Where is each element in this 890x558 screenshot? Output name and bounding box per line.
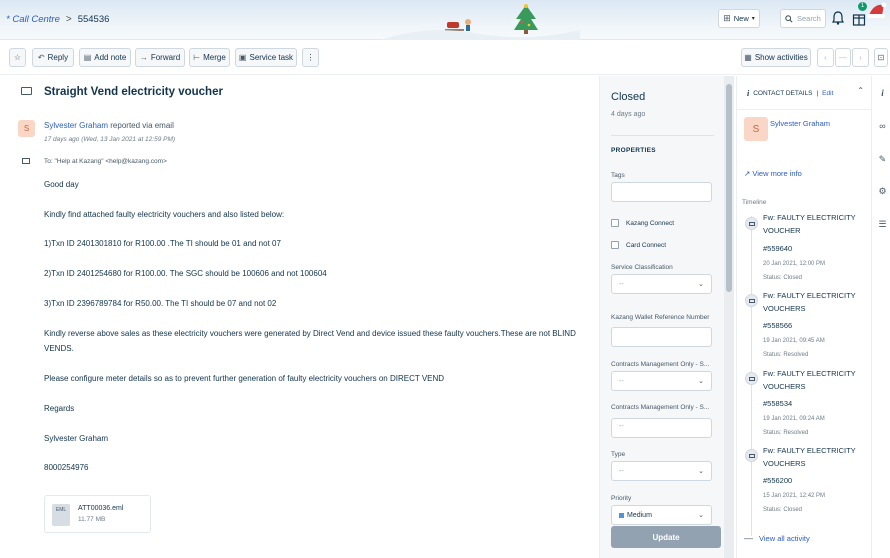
tags-input[interactable] (611, 182, 712, 202)
body-paragraph: 2)Txn ID 2401254680 for R100.00. The SGC should be 100606 and not 100604 (44, 269, 327, 278)
to-recipients: To: "Help at Kazang" <help@kazang.com> (44, 158, 167, 165)
external-link-icon: ↗ (744, 169, 751, 178)
service-classification-value: -- (619, 280, 624, 288)
timeline-ticket-title[interactable]: Fw: FAULTY ELECTRICITY VOUCHERS (763, 446, 856, 468)
search-icon (785, 15, 793, 23)
reply-button[interactable] (32, 48, 74, 67)
task-icon: ▣ (238, 53, 247, 62)
timeline-ticket-title[interactable]: Fw: FAULTY ELECTRICITY VOUCHERS (763, 291, 856, 313)
breadcrumb-ticket-id: 554536 (77, 14, 110, 25)
priority-value: Medium (627, 511, 652, 519)
service-classification-label: Service Classification (611, 264, 673, 271)
wallet-reference-input[interactable] (611, 327, 712, 347)
attachment-size: 11.77 MB (78, 516, 106, 523)
type-value: -- (619, 467, 624, 475)
contracts-management-1-label: Contracts Management Only - S... (611, 361, 710, 368)
add-note-label: Add note (94, 53, 127, 62)
attachment-name: ATT00036.eml (78, 505, 124, 512)
forward-icon: → (139, 53, 148, 62)
properties-panel (599, 76, 724, 558)
timeline-ticket-status: Status: Closed (763, 507, 803, 513)
view-all-activity-link[interactable] (744, 533, 810, 543)
kazang-connect-checkbox[interactable] (611, 219, 674, 227)
recipient-icon (22, 158, 30, 164)
panel-expand-icon: ⊡ (877, 53, 885, 62)
body-paragraph: 8000254976 (44, 463, 89, 472)
settings-icon[interactable]: ⚙ (878, 186, 887, 196)
contact-avatar: S (744, 117, 768, 141)
breadcrumb-call-centre[interactable]: * Call Centre (6, 14, 60, 25)
show-activities-button[interactable] (741, 48, 811, 67)
timeline-ticket-status: Status: Resolved (763, 352, 809, 358)
notification-badge: 1 (858, 2, 867, 11)
checkbox-box[interactable] (611, 219, 619, 227)
ticket-toolbar (0, 41, 890, 75)
reply-label: Reply (47, 53, 69, 62)
reply-icon: ↶ (37, 53, 45, 62)
divider (611, 135, 714, 136)
view-more-info-link[interactable] (744, 169, 802, 178)
contact-name[interactable]: Sylvester Graham (770, 119, 831, 128)
priority-label: Priority (611, 495, 632, 502)
type-select[interactable] (611, 461, 712, 481)
timeline-ticket-id: #556200 (763, 476, 793, 485)
email-icon (21, 87, 32, 95)
properties-scrollbar[interactable] (724, 76, 734, 558)
sender-line (44, 121, 174, 130)
star-button[interactable] (9, 48, 26, 67)
reported-via: reported via email (110, 121, 174, 130)
timeline-ticket-date: 20 Jan 2021, 12:00 PM (763, 261, 826, 267)
show-activities-label: Show activities (754, 53, 808, 62)
breadcrumb (6, 14, 109, 25)
properties-heading: PROPERTIES (611, 147, 656, 154)
heading-separator: | (816, 90, 819, 97)
timeline-ticket-id: #559640 (763, 244, 793, 253)
timeline-ticket-date: 19 Jan 2021, 09:24 AM (763, 416, 825, 422)
timeline-ticket-status: Status: Closed (763, 275, 803, 281)
add-note-button[interactable] (79, 48, 131, 67)
card-connect-checkbox[interactable] (611, 241, 666, 249)
body-paragraph: Regards (44, 404, 75, 413)
timeline-email-icon (745, 449, 758, 462)
body-paragraph: 1)Txn ID 2401301810 for R100.00 .The TI should be 01 and not 07 (44, 239, 281, 248)
eml-file-icon (52, 504, 70, 526)
chevron-down-icon: ⌄ (698, 281, 704, 288)
priority-select[interactable] (611, 505, 712, 525)
search-input[interactable] (780, 9, 826, 28)
top-header (0, 0, 890, 40)
chevron-down-icon: ⌄ (698, 378, 704, 385)
tags-label: Tags (611, 172, 625, 179)
gift-icon[interactable] (852, 10, 866, 26)
minus-icon: — (744, 533, 753, 543)
timeline-ticket-status: Status: Resolved (763, 430, 809, 436)
view-all-label: View all activity (759, 533, 810, 543)
bell-icon[interactable] (832, 11, 844, 25)
body-paragraph: Sylvester Graham (44, 434, 109, 443)
wallet-reference-label: Kazang Wallet Reference Number (611, 314, 710, 321)
sender-avatar: S (18, 120, 35, 137)
contact-header (737, 76, 872, 110)
contracts-management-1-select[interactable] (611, 371, 712, 391)
link-icon[interactable]: ∞ (879, 121, 886, 131)
ticket-subject: Straight Vend electricity voucher (44, 86, 223, 98)
timeline-email-icon (745, 217, 758, 230)
timeline-ticket-title[interactable]: Fw: FAULTY ELECTRICITY VOUCHER (763, 213, 856, 235)
next-ticket-button[interactable] (852, 48, 869, 67)
prev-ticket-button[interactable] (817, 48, 834, 67)
body-paragraph: 3)Txn ID 2396789784 for R50.00. The TI should be 07 and not 02 (44, 299, 277, 308)
service-classification-select[interactable] (611, 274, 712, 294)
timeline-ticket-title[interactable]: Fw: FAULTY ELECTRICITY VOUCHERS (763, 369, 856, 391)
info-icon: i (747, 89, 750, 98)
right-icon-rail (871, 76, 890, 558)
service-task-label: Service task (249, 53, 294, 62)
chevron-down-icon: ⌄ (698, 468, 704, 475)
contracts-management-2-label: Contracts Management Only - S... (611, 404, 710, 411)
santa-hat-icon (866, 1, 888, 21)
merge-button[interactable] (189, 48, 230, 67)
collapse-icon[interactable]: ⌃ (857, 86, 864, 95)
service-task-button[interactable] (235, 48, 297, 67)
forward-label: Forward (150, 53, 181, 62)
view-more-label: View more info (752, 169, 802, 178)
timeline-email-icon (745, 372, 758, 385)
search-placeholder: Search (797, 14, 821, 23)
kazang-connect-label: Kazang Connect (626, 219, 675, 227)
attachment-card[interactable] (44, 495, 151, 533)
timeline-label: Timeline (742, 199, 767, 206)
plus-icon: ⊞ (723, 13, 731, 23)
breadcrumb-separator: > (65, 14, 72, 25)
checkbox-box[interactable] (611, 241, 619, 249)
more-icon: ⋮ (306, 53, 315, 62)
contact-title (747, 89, 833, 98)
body-paragraph: Kindly find attached faulty electricity vouchers and also listed below: (44, 210, 285, 219)
timeline-ticket-date: 15 Jan 2021, 12:42 PM (763, 493, 826, 499)
timeline-ticket-id: #558566 (763, 321, 793, 330)
forward-button[interactable] (135, 48, 185, 67)
snowy-hills-icon (380, 20, 580, 40)
body-paragraph: Kindly reverse above sales as these electricity vouchers were generated by Direct Vend and device issued these faulty vouchers.These are not BLIND VENDS. (44, 329, 576, 353)
timeline-ticket-id: #558534 (763, 399, 793, 408)
contracts-management-1-value: -- (619, 377, 624, 385)
attachment-type: EML (55, 507, 67, 513)
update-button[interactable]: Update (611, 526, 721, 548)
scrollbar-thumb[interactable] (726, 84, 732, 292)
body-paragraph: Please configure meter details so as to prevent further generation of faulty electricity vouchers on DIRECT VEND (44, 374, 445, 383)
merge-label: Merge (203, 53, 226, 62)
chevron-down-icon: ▾ (751, 16, 755, 22)
card-connect-label: Card Connect (626, 241, 667, 249)
ticket-list-button[interactable] (835, 48, 851, 67)
new-button[interactable] (718, 9, 760, 28)
new-button-label: New (733, 14, 749, 23)
sender-name[interactable]: Sylvester Graham (44, 121, 109, 130)
edit-contact-link[interactable]: Edit (822, 90, 834, 97)
more-actions-button[interactable] (302, 48, 319, 67)
edit-icon[interactable]: ✎ (878, 154, 887, 164)
chevron-right-icon: › (859, 53, 862, 62)
timeline-email-icon (745, 294, 758, 307)
ticket-status: Closed (611, 91, 646, 103)
contact-details-panel (736, 76, 871, 558)
contracts-management-2-input[interactable] (611, 418, 712, 438)
sent-timestamp: 17 days ago (Wed, 13 Jan 2021 at 12:59 PM) (44, 136, 176, 143)
timeline-ticket-date: 19 Jan 2021, 09:45 AM (763, 338, 825, 344)
priority-color-dot (619, 513, 624, 518)
merge-icon: ⊢ (193, 53, 201, 62)
status-age: 4 days ago (611, 111, 646, 118)
contracts-management-2-value: -- (619, 423, 624, 430)
chevron-down-icon: ⌄ (698, 512, 704, 519)
info-icon[interactable]: i (881, 88, 884, 98)
type-label: Type (611, 451, 626, 458)
body-paragraph: Good day (44, 180, 79, 189)
ticket-conversation (0, 76, 598, 558)
expand-panel-button[interactable] (874, 48, 888, 67)
chevron-left-icon: ‹ (824, 53, 827, 62)
activity-icon: ▦ (744, 53, 752, 62)
list-icon[interactable]: ☰ (878, 219, 887, 229)
star-icon: ☆ (13, 53, 22, 62)
contact-details-heading: CONTACT DETAILS (753, 90, 813, 97)
note-icon: ▤ (83, 53, 92, 62)
dash-icon: — (839, 53, 847, 62)
